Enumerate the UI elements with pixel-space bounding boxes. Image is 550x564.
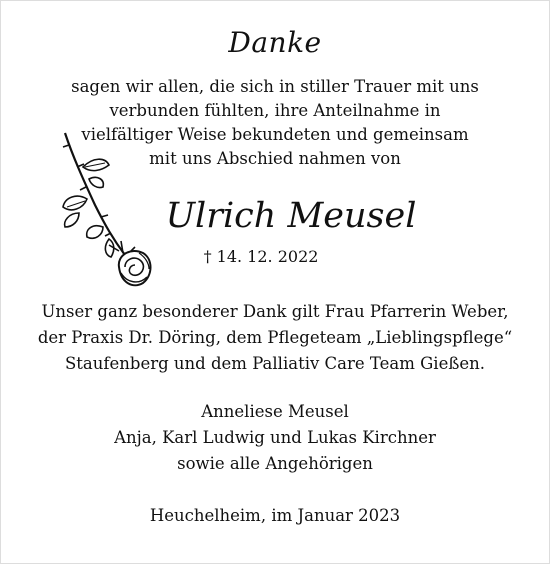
- signer-line: Anja, Karl Ludwig und Lukas Kirchner: [114, 428, 436, 447]
- intro-line: vielfältiger Weise bekundeten und gemeinsam: [81, 125, 469, 144]
- thanks-line: der Praxis Dr. Döring, dem Pflegeteam „Lieblingspflege“: [37, 328, 513, 347]
- thanks-line: Unser ganz besonderer Dank gilt Frau Pfarrerin Weber,: [41, 302, 509, 321]
- intro-line: sagen wir allen, die sich in stiller Trauer mit uns: [71, 77, 479, 96]
- rose-icon: [39, 127, 159, 297]
- signer-line: sowie alle Angehörigen: [177, 454, 373, 473]
- intro-line: verbunden fühlten, ihre Anteilnahme in: [109, 101, 441, 120]
- heading-danke: Danke: [228, 26, 322, 59]
- place-and-date: Heuchelheim, im Januar 2023: [149, 506, 401, 525]
- intro-line: mit uns Abschied nahmen von: [149, 149, 401, 168]
- special-thanks: [21, 299, 529, 377]
- signers: [21, 399, 529, 477]
- thanks-line: Staufenberg und dem Palliativ Care Team Gießen.: [65, 354, 485, 373]
- deceased-name: Ulrich Meusel: [165, 196, 417, 236]
- signer-line: Anneliese Meusel: [201, 402, 349, 421]
- death-date: † 14. 12. 2022: [203, 247, 319, 266]
